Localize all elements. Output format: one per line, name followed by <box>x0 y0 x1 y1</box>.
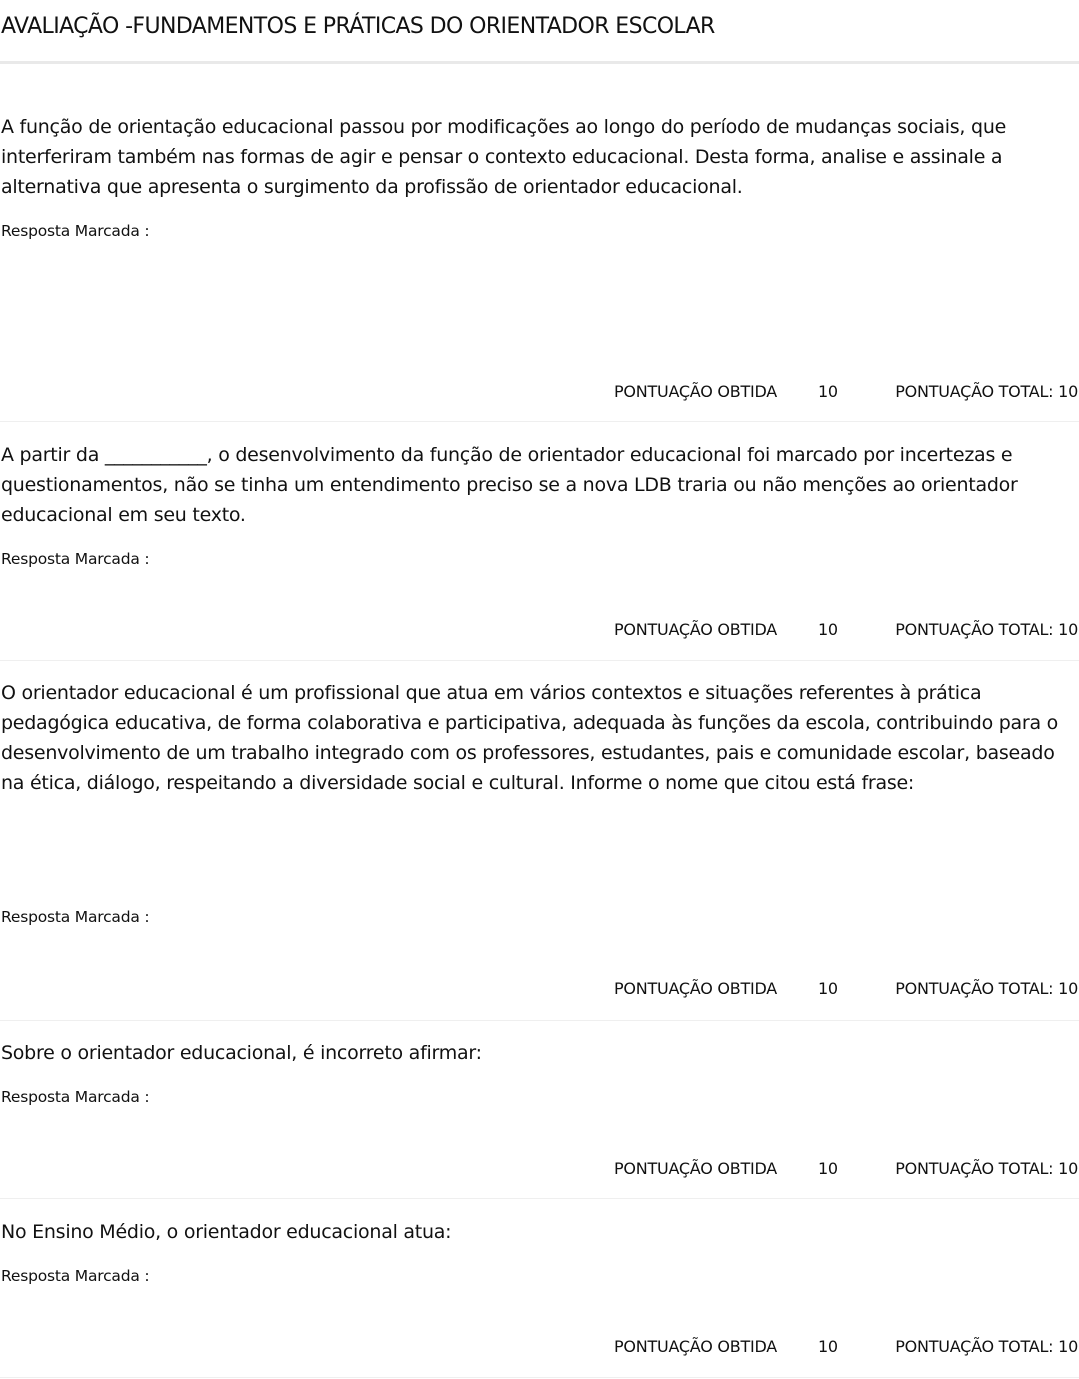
question-divider <box>0 421 1079 422</box>
score-obtained-label: PONTUAÇÃO OBTIDA <box>614 979 777 998</box>
question-divider <box>0 660 1079 661</box>
question-divider <box>0 1198 1079 1199</box>
score-total: PONTUAÇÃO TOTAL: 10 <box>895 1337 1078 1356</box>
score-row <box>0 1337 1079 1361</box>
answer-label: Resposta Marcada : <box>1 1088 150 1106</box>
question-text: A função de orientação educacional passou por modificações ao longo do período de mudanças sociais, que interferiram também nas formas de agir e pensar o contexto educacional. Desta forma, analise e assinale a alternativa que apresenta o surgimento da profissão de orientador educacional. <box>1 116 1007 198</box>
answer-label: Resposta Marcada : <box>1 1267 150 1285</box>
score-row <box>0 1159 1079 1183</box>
score-obtained-value: 10 <box>818 979 838 998</box>
answer-label: Resposta Marcada : <box>1 908 150 926</box>
score-obtained-value: 10 <box>818 382 838 401</box>
question-text: O orientador educacional é um profissional que atua em vários contextos e situações referentes à prática pedagógica educativa, de forma colaborativa e participativa, adequada às funções da escola, contribuindo para o desenvolvimento de um trabalho integrado com os professores, estudantes, pais e comunidade escolar, baseado na ética, diálogo, respeitando a diversidade social e cultural. Informe o nome que citou está frase: <box>1 682 1059 794</box>
score-row <box>0 620 1079 644</box>
question-divider <box>0 1020 1079 1021</box>
title-divider <box>0 61 1079 64</box>
score-total: PONTUAÇÃO TOTAL: 10 <box>895 620 1078 639</box>
score-obtained-label: PONTUAÇÃO OBTIDA <box>614 1159 777 1178</box>
question-text: No Ensino Médio, o orientador educacional atua: <box>1 1221 452 1243</box>
score-obtained-value: 10 <box>818 620 838 639</box>
score-row <box>0 979 1079 1003</box>
score-obtained-label: PONTUAÇÃO OBTIDA <box>614 382 777 401</box>
score-obtained-value: 10 <box>818 1159 838 1178</box>
score-total: PONTUAÇÃO TOTAL: 10 <box>895 979 1078 998</box>
question-text: Sobre o orientador educacional, é incorreto afirmar: <box>1 1042 482 1064</box>
score-row <box>0 382 1079 406</box>
score-total: PONTUAÇÃO TOTAL: 10 <box>895 1159 1078 1178</box>
score-obtained-value: 10 <box>818 1337 838 1356</box>
question-divider <box>0 1377 1079 1378</box>
page-title: AVALIAÇÃO -FUNDAMENTOS E PRÁTICAS DO ORIENTADOR ESCOLAR <box>1 14 715 39</box>
score-total: PONTUAÇÃO TOTAL: 10 <box>895 382 1078 401</box>
answer-label: Resposta Marcada : <box>1 222 150 240</box>
score-obtained-label: PONTUAÇÃO OBTIDA <box>614 1337 777 1356</box>
question-text: A partir da ___________, o desenvolvimento da função de orientador educacional foi marcado por incertezas e questionamentos, não se tinha um entendimento preciso se a nova LDB traria ou não menções ao orientador educacional em seu texto. <box>1 444 1018 526</box>
score-obtained-label: PONTUAÇÃO OBTIDA <box>614 620 777 639</box>
answer-label: Resposta Marcada : <box>1 550 150 568</box>
